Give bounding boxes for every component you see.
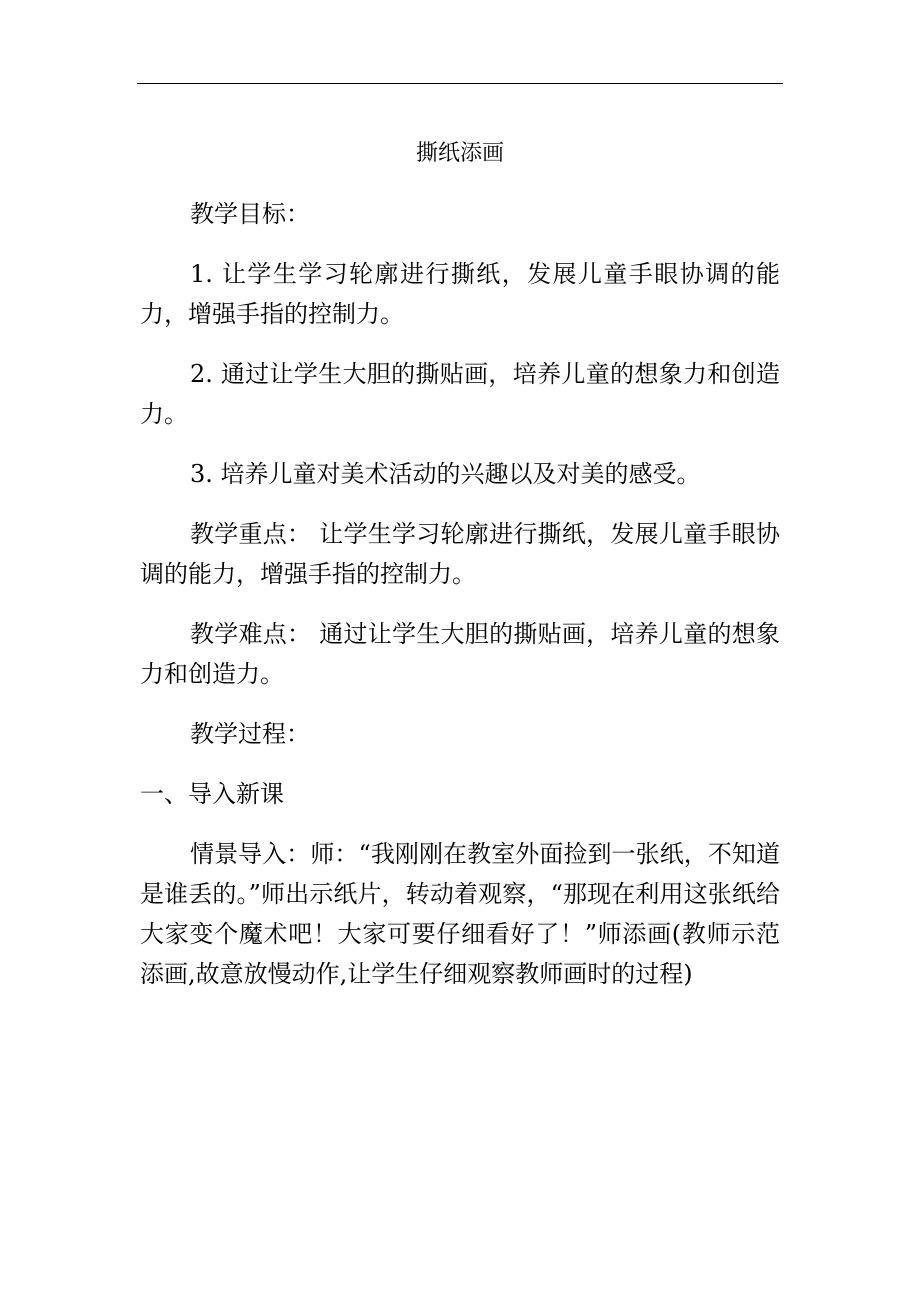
document-body [140, 194, 780, 1014]
paragraph-objective-2: 2. 通过让学生大胆的撕贴画，培养儿童的想象力和创造力。 [140, 360, 780, 428]
header-rule [137, 83, 783, 84]
paragraph-scenario-intro: 情景导入：师：“我刚刚在教室外面捡到一张纸，不知道是谁丢的。”师出示纸片，转动着观察，“那现在利用这张纸给大家变个魔术吧！大家可要仔细看好了！”师添画(教师示范添画,故意放慢动作,让学生仔细观察教师画时的过程) [140, 840, 780, 988]
section-heading-intro: 一、导入新课 [140, 780, 284, 808]
paragraph-objective-1: 1. 让学生学习轮廓进行撕纸，发展儿童手眼协调的能力，增强手指的控制力。 [140, 260, 780, 328]
paragraph-objective-3: 3. 培养儿童对美术活动的兴趣以及对美的感受。 [190, 460, 701, 488]
document-title: 撕纸添画 [415, 141, 504, 166]
paragraph-process-heading: 教学过程： [190, 720, 310, 748]
paragraph-objectives-heading: 教学目标： [190, 200, 310, 228]
paragraph-key-points: 教学重点： 让学生学习轮廓进行撕纸，发展儿童手眼协调的能力，增强手指的控制力。 [140, 520, 780, 588]
paragraph-difficulties: 教学难点： 通过让学生大胆的撕贴画，培养儿童的想象力和创造力。 [140, 620, 780, 688]
